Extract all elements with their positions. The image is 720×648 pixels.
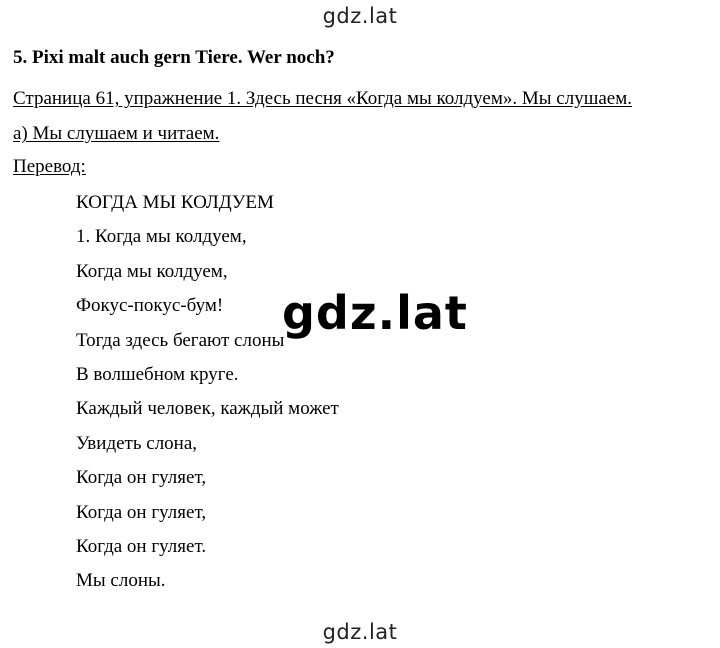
poem-line: Каждый человек, каждый может [76,398,339,420]
poem [76,193,339,606]
poem-line: Тогда здесь бегают слоны [76,329,285,351]
poem-line: Когда он гуляет, [76,501,207,523]
poem-line: 1. Когда мы колдуем, [76,226,247,248]
poem-line: Мы слоны. [76,570,166,592]
poem-line: Когда он гуляет. [76,535,207,557]
poem-line: В волшебном круге. [76,363,239,385]
exercise-subtask: а) Мы слушаем и читаем. [13,123,220,144]
poem-line: Когда мы колдуем, [76,260,228,282]
exercise-heading: 5. Pixi malt auch gern Tiere. Wer noch? [13,47,335,68]
poem-title: КОГДА МЫ КОЛДУЕМ [76,192,274,213]
poem-line: Когда он гуляет, [76,467,207,489]
watermark-bottom: gdz.lat [322,620,398,644]
translation-label: Перевод: [13,156,86,177]
poem-line: Увидеть слона, [76,432,198,454]
watermark-center: gdz.lat [282,286,468,340]
exercise-instruction: Страница 61, упражнение 1. Здесь песня «Когда мы колдуем». Мы слушаем. [13,88,632,109]
watermark-top: gdz.lat [322,4,398,28]
poem-line: Фокус-покус-бум! [76,295,224,317]
